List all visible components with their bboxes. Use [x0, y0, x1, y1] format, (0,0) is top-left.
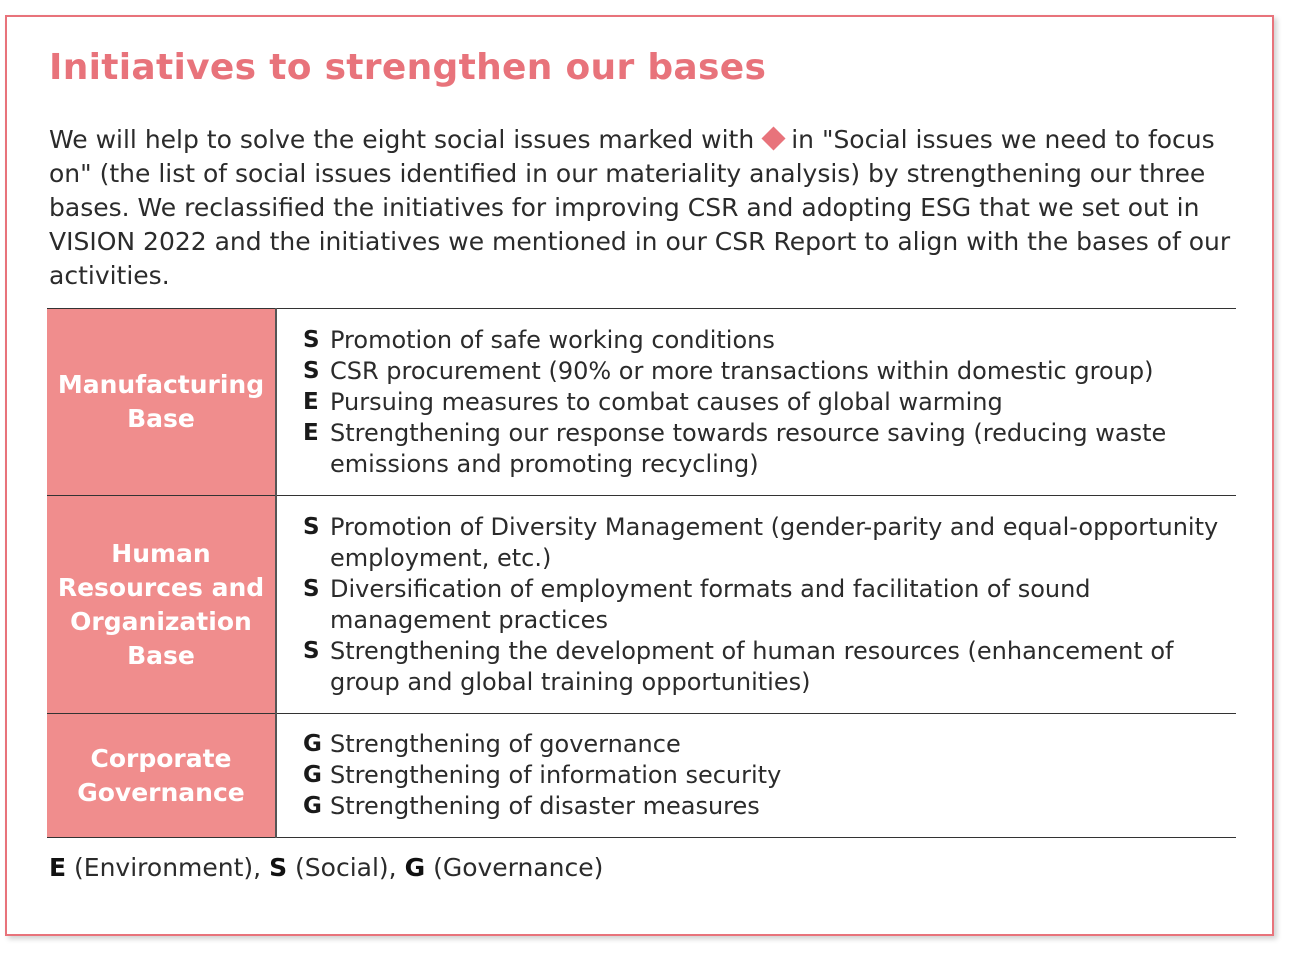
esg-legend	[49, 853, 603, 882]
esg-tag: S	[303, 326, 320, 353]
page-title: Initiatives to strengthen our bases	[49, 47, 767, 88]
table-row-governance	[47, 714, 1236, 838]
table-row-human-resources	[47, 496, 1236, 714]
esg-tag: S	[303, 637, 320, 664]
item-text: Diversification of employment formats and facilitation of sound management practices	[330, 574, 1091, 634]
esg-tag: S	[303, 513, 320, 540]
item-text: Strengthening of disaster measures	[330, 792, 760, 820]
list-item	[303, 356, 1236, 387]
list-item	[303, 418, 1236, 480]
base-items-governance	[276, 714, 1236, 838]
content-frame	[5, 15, 1274, 936]
esg-tag: G	[303, 762, 322, 788]
legend-text-e: (Environment),	[74, 853, 262, 882]
list-item	[303, 512, 1236, 574]
esg-tag: G	[303, 793, 322, 819]
intro-paragraph	[49, 123, 1234, 293]
list-item	[303, 325, 1236, 356]
legend-tag-g: G	[404, 853, 426, 882]
item-text: Promotion of safe working conditions	[330, 325, 775, 354]
list-item	[303, 760, 1236, 791]
bases-table	[47, 308, 1236, 838]
item-text: Promotion of Diversity Management (gender-parity and equal-opportunity employment, etc.)	[330, 512, 1219, 572]
item-text: CSR procurement (90% or more transactions within domestic group)	[330, 356, 1154, 385]
item-text: Strengthening of governance	[330, 730, 681, 758]
list-item	[303, 636, 1236, 698]
list-item	[303, 791, 1236, 822]
esg-tag: E	[303, 388, 319, 415]
legend-text-s: (Social),	[295, 853, 397, 882]
legend-tag-e: E	[49, 853, 67, 882]
base-items-human-resources	[276, 496, 1236, 714]
list-item	[303, 729, 1236, 760]
list-item	[303, 574, 1236, 636]
esg-tag: S	[303, 357, 320, 384]
item-text: Strengthening of information security	[330, 761, 782, 789]
esg-tag: G	[303, 731, 322, 757]
diamond-icon	[762, 126, 786, 150]
base-label-manufacturing: Manufacturing Base	[47, 309, 276, 496]
table-row-manufacturing	[47, 309, 1236, 496]
esg-tag: E	[303, 419, 319, 446]
item-text: Strengthening the development of human resources (enhancement of group and global training opportunities)	[330, 636, 1174, 696]
intro-text-before: We will help to solve the eight social issues marked with	[49, 125, 755, 154]
list-item	[303, 387, 1236, 418]
legend-text-g: (Governance)	[433, 853, 604, 882]
base-label-governance: Corporate Governance	[47, 714, 276, 838]
esg-tag: S	[303, 575, 320, 602]
item-text: Pursuing measures to combat causes of global warming	[330, 387, 1003, 416]
legend-tag-s: S	[269, 853, 288, 882]
intro-text-after: in "Social issues we need to focus on" (the list of social issues identified in our materiality analysis) by strengthening our three bases. We reclassified the initiatives for improving CSR and adopting ESG that we set out in VISION 2022 and the initiatives we mentioned in our CSR Report to align with the bases of our activities.	[49, 125, 1231, 290]
base-label-human-resources: Human Resources and Organization Base	[47, 496, 276, 714]
base-items-manufacturing	[276, 309, 1236, 496]
item-text: Strengthening our response towards resource saving (reducing waste emissions and promoting recycling)	[330, 418, 1167, 478]
